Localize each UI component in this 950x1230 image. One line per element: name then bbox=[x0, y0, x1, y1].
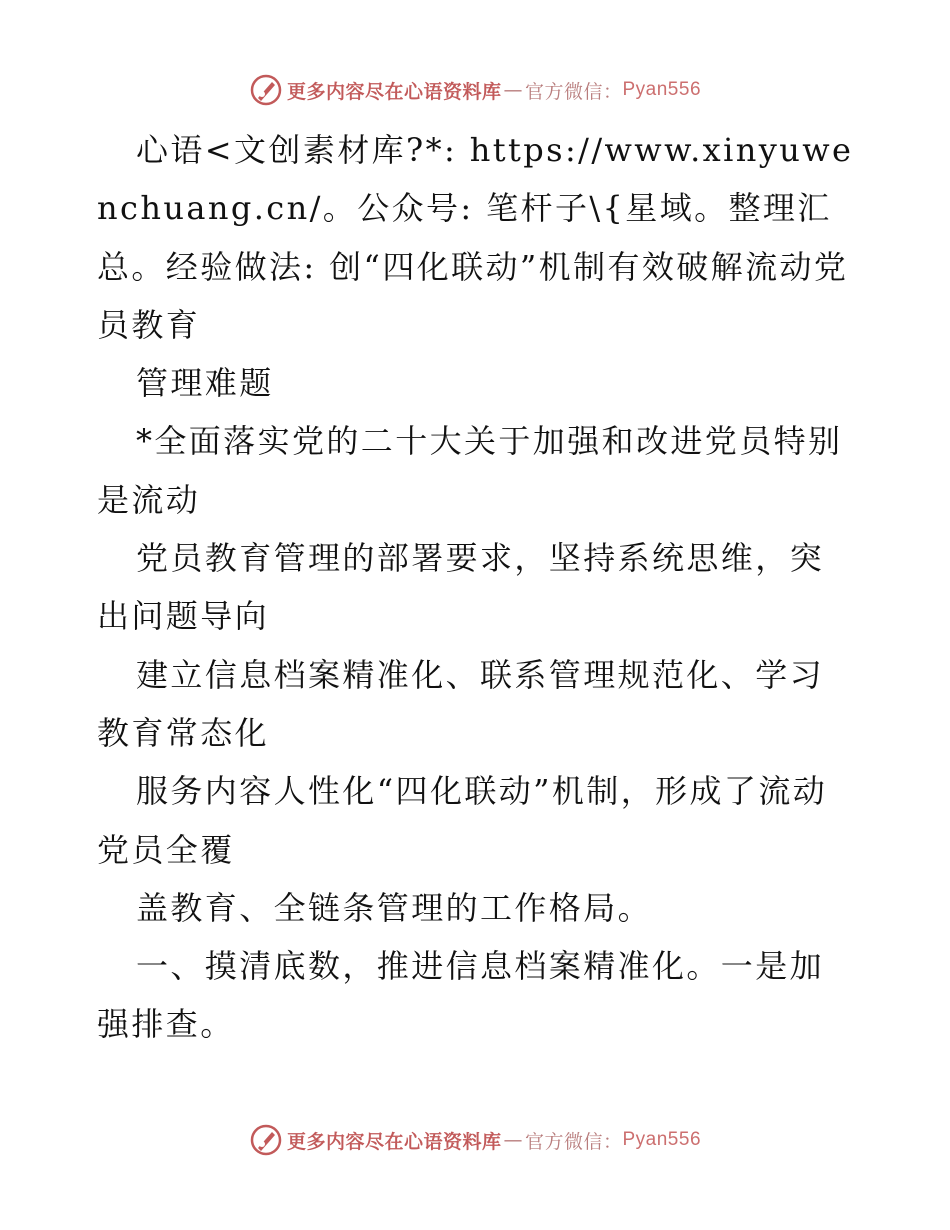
banner-wechat-account: Pyan556 bbox=[622, 79, 702, 100]
paragraph: 管理难题 bbox=[136, 364, 274, 403]
paragraph: 建立信息档案精准化、联系管理规范化、学习教育常态化 bbox=[97, 655, 825, 752]
pen-circle-logo-icon bbox=[249, 73, 283, 107]
paragraph: 一、摸清底数，推进信息档案精准化。一是加强排查。 bbox=[97, 947, 825, 1044]
paragraph: 服务内容人性化“四化联动”机制，形成了流动党员全覆 bbox=[97, 772, 828, 869]
footer-banner bbox=[0, 1120, 950, 1160]
banner-main-text: 更多内容尽在心语资料库 bbox=[286, 80, 502, 103]
paragraph: *全面落实党的二十大关于加强和改进党员特别是流动 bbox=[97, 422, 843, 519]
pen-circle-logo-icon bbox=[249, 1123, 283, 1157]
document-body bbox=[97, 121, 857, 1054]
header-banner bbox=[0, 70, 950, 110]
paragraph: 党员教育管理的部署要求，坚持系统思维，突出问题导向 bbox=[97, 539, 825, 636]
paragraph: 心语<文创素材库?*: https://www.xinyuwenchuang.cn/。公众号: 笔杆子\{星域。整理汇总。经验做法: 创“四化联动”机制有效破解流动党员教育 bbox=[97, 131, 854, 344]
banner-wechat-label: 官方微信： bbox=[524, 1130, 623, 1153]
banner-dash: — bbox=[503, 79, 523, 101]
banner-wechat-account: Pyan556 bbox=[622, 1129, 702, 1150]
banner-dash: — bbox=[503, 1129, 523, 1151]
banner-wechat-label: 官方微信： bbox=[524, 80, 623, 103]
paragraph: 盖教育、全链条管理的工作格局。 bbox=[136, 888, 653, 927]
banner-main-text: 更多内容尽在心语资料库 bbox=[286, 1130, 502, 1153]
